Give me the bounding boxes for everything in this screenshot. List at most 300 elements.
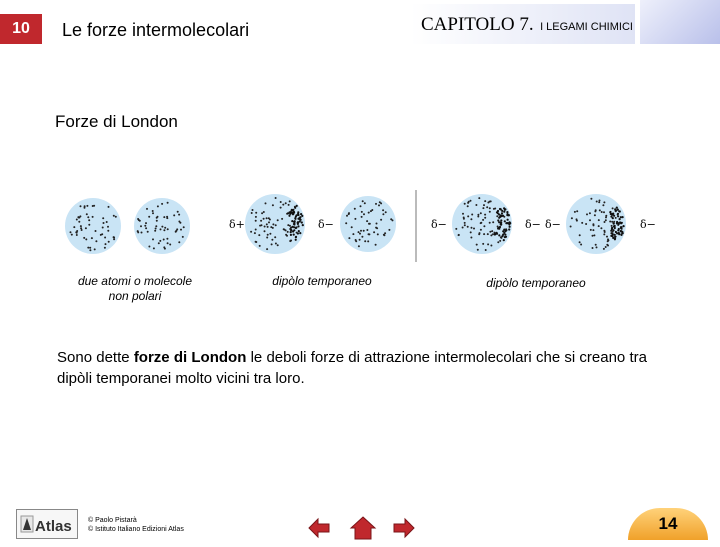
electron-dot	[275, 243, 277, 245]
electron-dot	[462, 227, 464, 229]
electron-dot	[498, 217, 500, 219]
electron-dot	[283, 228, 285, 230]
electron-dot	[385, 211, 387, 213]
electron-dot	[255, 229, 257, 231]
electron-dot	[494, 233, 496, 235]
electron-dot	[76, 219, 78, 221]
electron-dot	[606, 236, 608, 238]
caption-dipole-a: dipòlo temporaneo	[272, 274, 372, 288]
electron-dot	[480, 222, 482, 224]
electron-dot	[178, 241, 180, 243]
electron-dot	[592, 247, 594, 249]
electron-dot	[85, 227, 87, 229]
electron-dot	[594, 214, 596, 216]
electron-dot	[367, 240, 369, 242]
electron-dot	[502, 215, 504, 217]
electron-dot	[506, 211, 508, 213]
electron-dot	[377, 233, 379, 235]
slide-heading: Forze di London	[55, 112, 178, 131]
electron-dot	[156, 220, 158, 222]
caption-nonpolar-line1: due atomi o molecole	[77, 274, 193, 288]
delta-minus-label: δ−	[545, 218, 561, 231]
electron-dot	[369, 223, 371, 225]
electron-dot	[287, 224, 289, 226]
electron-dot	[375, 227, 377, 229]
electron-dot	[293, 234, 295, 236]
electron-dot	[619, 218, 621, 220]
electron-dot	[266, 223, 268, 225]
electron-dot	[373, 231, 375, 233]
electron-dot	[157, 205, 159, 207]
electron-dot	[570, 226, 572, 228]
electron-dot	[271, 243, 273, 245]
electron-dot	[287, 231, 289, 233]
electron-dot	[252, 209, 254, 211]
electron-dot	[375, 203, 377, 205]
electron-dot	[267, 234, 269, 236]
electron-dot	[579, 241, 581, 243]
electron-dot	[173, 214, 175, 216]
electron-dot	[295, 236, 297, 238]
electron-dot	[299, 232, 301, 234]
electron-dot	[509, 221, 511, 223]
electron-dot	[293, 229, 295, 231]
electron-dot	[163, 246, 165, 248]
electron-dot	[301, 215, 303, 217]
electron-dot	[478, 197, 480, 199]
electron-dot	[612, 217, 614, 219]
electron-dot	[467, 215, 469, 217]
home-button[interactable]	[349, 514, 377, 542]
electron-dot	[255, 241, 257, 243]
electron-dot	[617, 209, 619, 211]
electron-dot	[359, 239, 361, 241]
electron-dot	[487, 243, 489, 245]
electron-dot	[483, 225, 485, 227]
electron-dot	[607, 245, 609, 247]
electron-dot	[297, 225, 299, 227]
electron-dot	[346, 215, 348, 217]
electron-dot	[574, 211, 576, 213]
electron-dot	[280, 207, 282, 209]
electron-dot	[285, 234, 287, 236]
electron-dot	[290, 234, 292, 236]
electron-dot	[598, 225, 600, 227]
body-text	[57, 347, 647, 389]
electron-dot	[489, 211, 491, 213]
electron-dot	[167, 228, 169, 230]
electron-dot	[576, 220, 578, 222]
electron-dot	[612, 207, 614, 209]
electron-dot	[475, 204, 477, 206]
electron-dot	[91, 237, 93, 239]
electron-dot	[618, 233, 620, 235]
electron-dot	[164, 227, 166, 229]
electron-dot	[613, 225, 615, 227]
electron-dot	[167, 202, 169, 204]
electron-dot	[355, 239, 357, 241]
electron-dot	[80, 205, 82, 207]
electron-dot	[613, 215, 615, 217]
credit-line1: © Paolo Pistarà	[88, 517, 137, 524]
electron-dot	[470, 237, 472, 239]
electron-dot	[147, 231, 149, 233]
electron-dot	[505, 229, 507, 231]
electron-dot	[613, 221, 615, 223]
electron-dot	[282, 204, 284, 206]
caption-nonpolar	[70, 274, 200, 304]
body-text-after: le deboli forze di attrazione intermolecolari che si creano tra dipòli temporanei molto vicini tra loro.	[57, 349, 647, 387]
electron-dot	[497, 212, 499, 214]
electron-cloud	[452, 194, 512, 254]
electron-dot	[586, 213, 588, 215]
electron-dot	[491, 230, 493, 232]
electron-dot	[571, 217, 573, 219]
electron-dot	[137, 218, 139, 220]
delta-minus-label: δ−	[640, 218, 656, 231]
electron-dot	[280, 201, 282, 203]
electron-dot	[620, 230, 622, 232]
credits	[88, 516, 184, 534]
electron-dot	[266, 237, 268, 239]
electron-dot	[290, 231, 292, 233]
electron-dot	[275, 224, 277, 226]
electron-dot	[612, 233, 614, 235]
electron-dot	[265, 202, 267, 204]
electron-dot	[366, 229, 368, 231]
electron-dot	[294, 207, 296, 209]
electron-dot	[589, 212, 591, 214]
electron-dot	[277, 219, 279, 221]
electron-dot	[157, 216, 159, 218]
electron-dot	[300, 213, 302, 215]
electron-dot	[152, 238, 154, 240]
electron-dot	[383, 234, 385, 236]
electron-dot	[388, 229, 390, 231]
electron-dot	[498, 234, 500, 236]
electron-dot	[499, 240, 501, 242]
electron-dot	[272, 204, 274, 206]
electron-dot	[595, 244, 597, 246]
chapter-label	[421, 14, 633, 36]
electron-dot	[378, 204, 380, 206]
electron-dot	[490, 245, 492, 247]
electron-dot	[360, 230, 362, 232]
electron-dot	[102, 217, 104, 219]
electron-dot	[620, 227, 622, 229]
electron-dot	[71, 234, 73, 236]
atlas-logo	[16, 509, 78, 539]
section-title: Le forze intermolecolari	[62, 20, 250, 40]
electron-dot	[285, 202, 287, 204]
electron-dot	[612, 213, 614, 215]
atlas-logo-text: Atlas	[35, 518, 72, 535]
electron-dot	[270, 226, 272, 228]
electron-dot	[614, 234, 616, 236]
electron-dot	[622, 216, 624, 218]
electron-dot	[70, 231, 72, 233]
electron-dot	[464, 224, 466, 226]
electron-dot	[604, 231, 606, 233]
electron-dot	[500, 237, 502, 239]
electron-dot	[503, 232, 505, 234]
electron-dot	[161, 203, 163, 205]
electron-dot	[607, 240, 609, 242]
chapter-number: 10	[12, 20, 30, 37]
electron-dot	[293, 223, 295, 225]
electron-dot	[297, 218, 299, 220]
electron-dot	[622, 232, 624, 234]
electron-dot	[359, 233, 361, 235]
electron-dot	[146, 208, 148, 210]
electron-dot	[84, 205, 86, 207]
electron-dot	[269, 219, 271, 221]
electron-dot	[152, 212, 154, 214]
electron-dot	[291, 220, 293, 222]
electron-dot	[612, 235, 614, 237]
electron-dot	[471, 214, 473, 216]
electron-dot	[487, 202, 489, 204]
electron-dot	[364, 202, 366, 204]
electron-dot	[145, 227, 147, 229]
page-number-badge	[628, 508, 708, 540]
electron-dot	[501, 212, 503, 214]
electron-dot	[605, 246, 607, 248]
electron-dot	[255, 216, 257, 218]
electron-dot	[361, 236, 363, 238]
electron-dot	[375, 244, 377, 246]
electron-dot	[464, 203, 466, 205]
electron-dot	[364, 240, 366, 242]
chapter-number-badge	[0, 14, 42, 44]
electron-dot	[592, 223, 594, 225]
electron-dot	[105, 243, 107, 245]
electron-dot	[611, 225, 613, 227]
electron-dot	[484, 217, 486, 219]
electron-dot	[83, 237, 85, 239]
electron-dot	[370, 210, 372, 212]
electron-dot	[616, 232, 618, 234]
electron-dot	[579, 234, 581, 236]
electron-dot	[263, 218, 265, 220]
electron-dot	[107, 230, 109, 232]
electron-dot	[354, 218, 356, 220]
electron-dot	[295, 215, 297, 217]
electron-dot	[345, 222, 347, 224]
electron-dot	[301, 221, 303, 223]
electron-dot	[603, 211, 605, 213]
electron-dot	[263, 211, 265, 213]
electron-dot	[603, 248, 605, 250]
electron-dot	[505, 236, 507, 238]
electron-dot	[102, 227, 104, 229]
electron-dot	[617, 215, 619, 217]
electron-dot	[259, 245, 261, 247]
arrow-left-icon	[305, 514, 333, 542]
chapter-main-label: CAPITOLO 7.	[421, 14, 534, 35]
electron-dot	[604, 221, 606, 223]
electron-dot	[598, 219, 600, 221]
electron-dot	[601, 211, 603, 213]
electron-dot	[504, 208, 506, 210]
electron-dot	[482, 207, 484, 209]
electron-cloud	[340, 196, 396, 252]
electron-dot	[288, 215, 290, 217]
electron-dot	[251, 212, 253, 214]
electron-dot	[76, 232, 78, 234]
electron-dot	[490, 234, 492, 236]
electron-dot	[363, 213, 365, 215]
electron-dot	[360, 205, 362, 207]
electron-dot	[161, 226, 163, 228]
electron-dot	[269, 233, 271, 235]
electron-dot	[589, 219, 591, 221]
electron-dot	[287, 212, 289, 214]
molecule-group	[65, 194, 626, 254]
electron-dot	[107, 226, 109, 228]
electron-dot	[178, 221, 180, 223]
electron-dot	[73, 226, 75, 228]
page-number: 14	[658, 514, 678, 533]
electron-dot	[501, 235, 503, 237]
electron-dot	[392, 219, 394, 221]
electron-dot	[380, 219, 382, 221]
delta-minus-label: δ−	[525, 218, 541, 231]
electron-dot	[596, 246, 598, 248]
electron-dot	[266, 217, 268, 219]
electron-dot	[363, 230, 365, 232]
electron-dot	[182, 236, 184, 238]
electron-dot	[104, 237, 106, 239]
electron-dot	[267, 226, 269, 228]
electron-dot	[348, 213, 350, 215]
electron-dot	[361, 216, 363, 218]
electron-dot	[482, 219, 484, 221]
electron-dot	[89, 249, 91, 251]
electron-dot	[477, 216, 479, 218]
electron-dot	[260, 220, 262, 222]
electron-dot	[605, 215, 607, 217]
electron-dot	[590, 229, 592, 231]
electron-dot	[507, 219, 509, 221]
electron-dot	[85, 238, 87, 240]
electron-dot	[81, 229, 83, 231]
electron-dot	[152, 210, 154, 212]
electron-dot	[599, 200, 601, 202]
electron-dot	[264, 230, 266, 232]
credit-line2: © Istituto Italiano Edizioni Atlas	[88, 526, 184, 533]
electron-dot	[77, 216, 79, 218]
electron-dot	[361, 211, 363, 213]
electron-dot	[264, 226, 266, 228]
caption-dipole-b: dipòlo temporaneo	[486, 276, 586, 290]
electron-dot	[500, 219, 502, 221]
electron-dot	[106, 221, 108, 223]
electron-dot	[478, 233, 480, 235]
electron-dot	[108, 241, 110, 243]
electron-dot	[183, 226, 185, 228]
delta-plus-label: δ+	[229, 218, 245, 231]
electron-dot	[351, 226, 353, 228]
electron-dot	[613, 223, 615, 225]
electron-dot	[615, 209, 617, 211]
electron-dot	[602, 204, 604, 206]
electron-dot	[480, 229, 482, 231]
electron-dot	[95, 240, 97, 242]
electron-dot	[92, 205, 94, 207]
electron-dot	[176, 228, 178, 230]
electron-dot	[366, 220, 368, 222]
electron-dot	[477, 214, 479, 216]
body-text-before: Sono dette	[57, 349, 134, 366]
electron-dot	[288, 204, 290, 206]
electron-dot	[455, 228, 457, 230]
electron-dot	[506, 213, 508, 215]
electron-dot	[486, 206, 488, 208]
electron-dot	[169, 244, 171, 246]
electron-dot	[463, 218, 465, 220]
electron-dot	[113, 215, 115, 217]
electron-dot	[581, 222, 583, 224]
electron-dot	[504, 220, 506, 222]
electron-dot	[623, 225, 625, 227]
electron-dot	[80, 227, 82, 229]
electron-dot	[576, 210, 578, 212]
electron-dot	[166, 216, 168, 218]
delta-minus-label: δ−	[431, 218, 447, 231]
electron-dot	[596, 201, 598, 203]
electron-dot	[499, 208, 501, 210]
electron-dot	[497, 219, 499, 221]
electron-dot	[163, 229, 165, 231]
electron-dot	[473, 228, 475, 230]
electron-dot	[362, 200, 364, 202]
delta-minus-label: δ−	[318, 218, 334, 231]
electron-dot	[603, 233, 605, 235]
electron-dot	[592, 229, 594, 231]
electron-dot	[94, 248, 96, 250]
electron-dot	[352, 233, 354, 235]
electron-dot	[497, 241, 499, 243]
electron-dot	[298, 230, 300, 232]
electron-dot	[103, 222, 105, 224]
electron-dot	[599, 209, 601, 211]
electron-dot	[289, 240, 291, 242]
electron-dot	[89, 247, 91, 249]
electron-dot	[300, 219, 302, 221]
electron-dot	[615, 217, 617, 219]
electron-dot	[167, 242, 169, 244]
electron-dot	[153, 247, 155, 249]
electron-dot	[489, 231, 491, 233]
next-button[interactable]	[390, 514, 418, 542]
electron-dot	[261, 212, 263, 214]
electron-dot	[79, 215, 81, 217]
electron-dot	[467, 226, 469, 228]
electron-dot	[145, 222, 147, 224]
electron-dot	[382, 213, 384, 215]
electron-dot	[268, 221, 270, 223]
electron-dot	[611, 228, 613, 230]
electron-dot	[297, 211, 299, 213]
electron-dot	[590, 198, 592, 200]
electron-dot	[272, 223, 274, 225]
prev-button[interactable]	[305, 514, 333, 542]
electron-dot	[368, 233, 370, 235]
electron-dot	[614, 236, 616, 238]
electron-dot	[80, 225, 82, 227]
electron-dot	[603, 201, 605, 203]
